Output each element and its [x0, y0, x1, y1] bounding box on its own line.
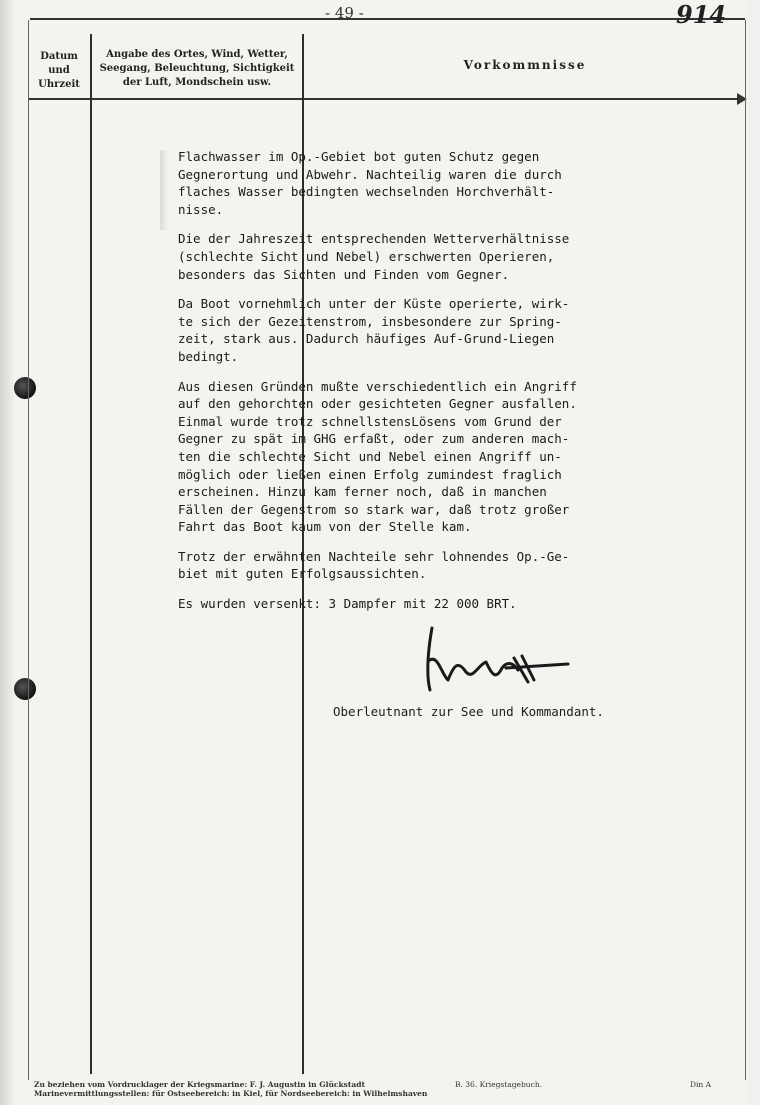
column-header-date: Datum und Uhrzeit	[38, 51, 80, 90]
top-rule	[30, 18, 745, 20]
paragraph-shallow-water: Flachwasser im Op.-Gebiet bot guten Schutz gegen Gegnerortung und Abwehr. Nachteilig waren die durch flaches Wasser bedingten wechselnden Horchverhält- nisse.	[178, 149, 562, 217]
signature-caption: Oberleutnant zur See und Kommandant.	[333, 704, 604, 719]
column-header-location: Angabe des Ortes, Wind, Wetter, Seegang, Beleuchtung, Sichtigkeit der Luft, Mondschein usw.	[99, 49, 295, 88]
scan-edge-shadow	[0, 0, 14, 1105]
column-divider-1	[90, 34, 92, 1074]
left-border-line	[28, 20, 29, 1080]
column-header-events: Vorkommnisse	[463, 58, 587, 72]
punch-hole-bottom	[14, 678, 36, 700]
right-border-line	[745, 20, 746, 1080]
header-rule	[28, 98, 745, 100]
scan-shade	[160, 150, 168, 230]
punch-hole-top	[14, 377, 36, 399]
handwritten-signature	[418, 620, 578, 700]
archive-number: 914	[676, 0, 727, 29]
footer-printer-note: Zu beziehen vom Vordrucklager der Kriegsmarine: F. J. Augustin in Glückstadt Marinevermittlungsstellen: für Ostseebereich: in Kiel, für Nordseebereich: in Wilhelmshaven	[34, 1080, 428, 1098]
paragraph-sunk-tonnage: Es wurden versenkt: 3 Dampfer mit 22 000 BRT.	[178, 596, 517, 612]
page-number: - 49 -	[325, 4, 364, 22]
log-entry-text	[178, 148, 698, 625]
footer-din-format: Din A	[690, 1080, 712, 1089]
paragraph-attacks: Aus diesen Gründen mußte verschiedentlich ein Angriff auf den gehorchten oder gesichteten Gegner ausfallen. Einmal wurde trotz schnellstensLösens vom Grund der Gegner zu spät im GHG erfaßt, oder zum anderen mach- ten die schlechte Sicht und Nebel einen Angriff un- möglich oder ließen einen Erfolg zumindest fraglich erscheinen. Hinzu kam ferner noch, daß in manchen Fällen der Gegenstrom so stark war, daß trotz großer Fahrt das Boot kaum von der Stelle kam.	[178, 378, 577, 535]
paragraph-weather: Die der Jahreszeit entsprechenden Wetterverhältnisse (schlechte Sicht und Nebel) erschwerten Operieren, besonders das Sichten und Finden vom Gegner.	[178, 231, 570, 282]
paragraph-conclusion: Trotz der erwähnten Nachteile sehr lohnendes Op.-Ge- biet mit guten Erfolgsaussichten.	[178, 548, 570, 582]
footer-form-name: B. 36. Kriegstagebuch.	[455, 1080, 543, 1089]
paragraph-tidal-current: Da Boot vornehmlich unter der Küste operierte, wirk- te sich der Gezeitenstrom, insbesondere zur Spring- zeit, stark aus. Dadurch häufiges Auf-Grund-Liegen bedingt.	[178, 296, 570, 364]
